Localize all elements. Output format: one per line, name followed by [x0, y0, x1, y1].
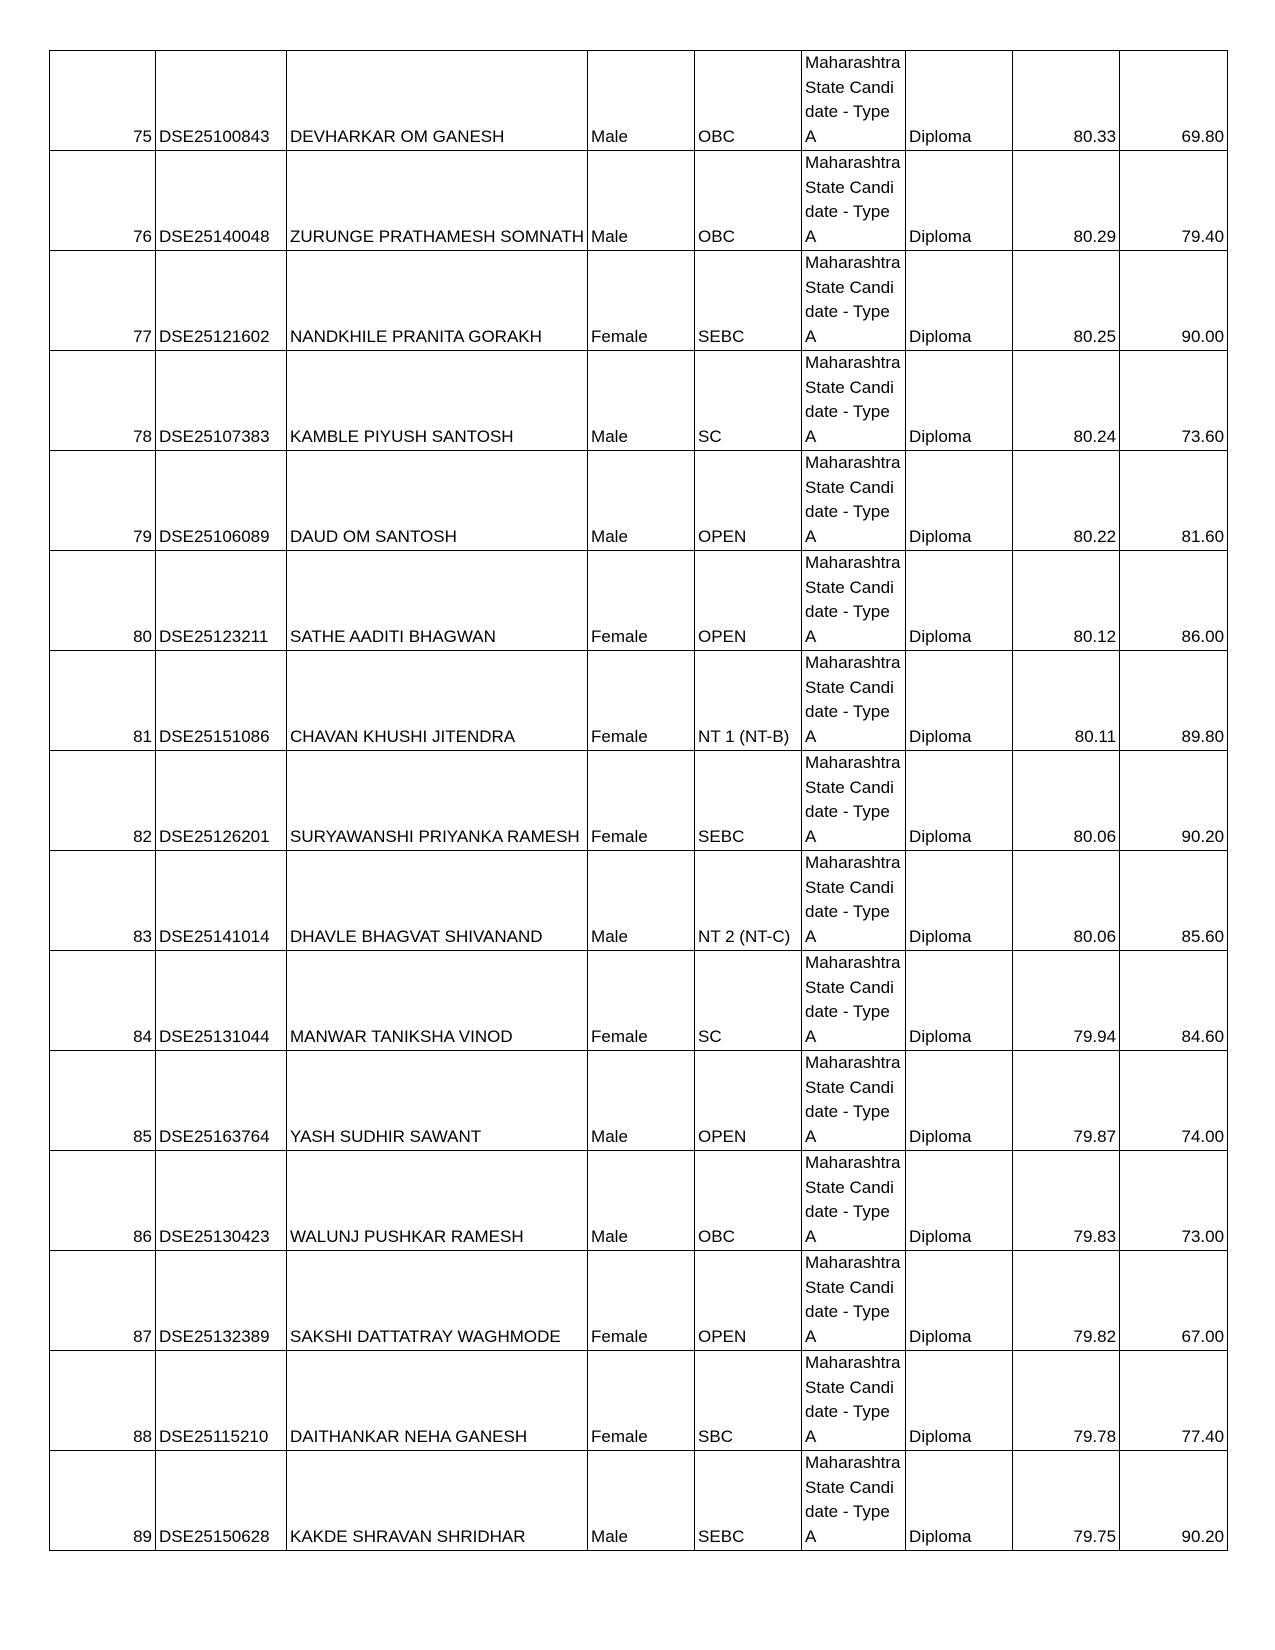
table-row [50, 51, 1228, 151]
candidate-name-cell: DHAVLE BHAGVAT SHIVANAND [287, 851, 588, 951]
candidate-name-cell: YASH SUDHIR SAWANT [287, 1051, 588, 1151]
merit-marks-cell: 80.22 [1013, 451, 1120, 551]
candidature-type-cell: Maharashtra State Candidate - Type A [802, 751, 906, 851]
table-row [50, 651, 1228, 751]
gender-cell: Male [588, 1051, 695, 1151]
merit-marks-cell: 80.25 [1013, 251, 1120, 351]
serial-number-cell: 78 [50, 351, 156, 451]
application-id-cell: DSE25130423 [156, 1151, 287, 1251]
serial-number-cell: 83 [50, 851, 156, 951]
category-cell: OPEN [695, 1051, 802, 1151]
merit-marks-cell: 79.82 [1013, 1251, 1120, 1351]
merit-marks-cell: 79.83 [1013, 1151, 1120, 1251]
candidature-type-cell: Maharashtra State Candidate - Type A [802, 1351, 906, 1451]
merit-marks-cell: 79.87 [1013, 1051, 1120, 1151]
application-id-cell: DSE25163764 [156, 1051, 287, 1151]
candidate-name-cell: SURYAWANSHI PRIYANKA RAMESH [287, 751, 588, 851]
qualification-cell: Diploma [906, 451, 1013, 551]
candidate-name-cell: SAKSHI DATTATRAY WAGHMODE [287, 1251, 588, 1351]
table-row [50, 1051, 1228, 1151]
gender-cell: Male [588, 851, 695, 951]
candidature-type-cell: Maharashtra State Candidate - Type A [802, 1251, 906, 1351]
merit-marks-cell: 80.06 [1013, 851, 1120, 951]
application-id-cell: DSE25121602 [156, 251, 287, 351]
category-cell: OPEN [695, 451, 802, 551]
candidate-name-cell: DAITHANKAR NEHA GANESH [287, 1351, 588, 1451]
gender-cell: Male [588, 1151, 695, 1251]
category-cell: OBC [695, 151, 802, 251]
qualification-cell: Diploma [906, 151, 1013, 251]
candidate-name-cell: WALUNJ PUSHKAR RAMESH [287, 1151, 588, 1251]
gender-cell: Male [588, 151, 695, 251]
candidate-name-cell: MANWAR TANIKSHA VINOD [287, 951, 588, 1051]
ssc-marks-cell: 73.00 [1120, 1151, 1228, 1251]
candidate-name-cell: DAUD OM SANTOSH [287, 451, 588, 551]
merit-marks-cell: 80.11 [1013, 651, 1120, 751]
gender-cell: Female [588, 951, 695, 1051]
application-id-cell: DSE25131044 [156, 951, 287, 1051]
qualification-cell: Diploma [906, 751, 1013, 851]
ssc-marks-cell: 81.60 [1120, 451, 1228, 551]
serial-number-cell: 85 [50, 1051, 156, 1151]
gender-cell: Female [588, 1251, 695, 1351]
ssc-marks-cell: 79.40 [1120, 151, 1228, 251]
application-id-cell: DSE25132389 [156, 1251, 287, 1351]
candidature-type-cell: Maharashtra State Candidate - Type A [802, 51, 906, 151]
candidate-name-cell: KAKDE SHRAVAN SHRIDHAR [287, 1451, 588, 1551]
qualification-cell: Diploma [906, 1151, 1013, 1251]
merit-marks-cell: 80.33 [1013, 51, 1120, 151]
qualification-cell: Diploma [906, 551, 1013, 651]
gender-cell: Female [588, 751, 695, 851]
ssc-marks-cell: 67.00 [1120, 1251, 1228, 1351]
application-id-cell: DSE25126201 [156, 751, 287, 851]
merit-marks-cell: 79.94 [1013, 951, 1120, 1051]
gender-cell: Male [588, 451, 695, 551]
merit-marks-cell: 80.29 [1013, 151, 1120, 251]
application-id-cell: DSE25115210 [156, 1351, 287, 1451]
qualification-cell: Diploma [906, 51, 1013, 151]
candidature-type-cell: Maharashtra State Candidate - Type A [802, 251, 906, 351]
category-cell: SC [695, 351, 802, 451]
candidature-type-cell: Maharashtra State Candidate - Type A [802, 1451, 906, 1551]
qualification-cell: Diploma [906, 251, 1013, 351]
category-cell: NT 1 (NT-B) [695, 651, 802, 751]
ssc-marks-cell: 90.20 [1120, 751, 1228, 851]
ssc-marks-cell: 90.00 [1120, 251, 1228, 351]
candidate-name-cell: KAMBLE PIYUSH SANTOSH [287, 351, 588, 451]
serial-number-cell: 77 [50, 251, 156, 351]
category-cell: SEBC [695, 751, 802, 851]
candidate-name-cell: ZURUNGE PRATHAMESH SOMNATH [287, 151, 588, 251]
candidature-type-cell: Maharashtra State Candidate - Type A [802, 1151, 906, 1251]
application-id-cell: DSE25100843 [156, 51, 287, 151]
table-row [50, 251, 1228, 351]
qualification-cell: Diploma [906, 651, 1013, 751]
merit-list-table [49, 50, 1228, 1551]
category-cell: SEBC [695, 251, 802, 351]
gender-cell: Male [588, 351, 695, 451]
ssc-marks-cell: 69.80 [1120, 51, 1228, 151]
candidature-type-cell: Maharashtra State Candidate - Type A [802, 451, 906, 551]
ssc-marks-cell: 73.60 [1120, 351, 1228, 451]
table-row [50, 751, 1228, 851]
qualification-cell: Diploma [906, 851, 1013, 951]
gender-cell: Female [588, 551, 695, 651]
serial-number-cell: 81 [50, 651, 156, 751]
table-row [50, 1351, 1228, 1451]
gender-cell: Male [588, 51, 695, 151]
application-id-cell: DSE25107383 [156, 351, 287, 451]
serial-number-cell: 75 [50, 51, 156, 151]
serial-number-cell: 79 [50, 451, 156, 551]
category-cell: OBC [695, 1151, 802, 1251]
candidate-name-cell: SATHE AADITI BHAGWAN [287, 551, 588, 651]
qualification-cell: Diploma [906, 351, 1013, 451]
serial-number-cell: 80 [50, 551, 156, 651]
gender-cell: Female [588, 651, 695, 751]
table-row [50, 1451, 1228, 1551]
serial-number-cell: 82 [50, 751, 156, 851]
table-row [50, 1251, 1228, 1351]
table-body [50, 51, 1228, 1551]
candidate-name-cell: CHAVAN KHUSHI JITENDRA [287, 651, 588, 751]
ssc-marks-cell: 85.60 [1120, 851, 1228, 951]
category-cell: OBC [695, 51, 802, 151]
application-id-cell: DSE25150628 [156, 1451, 287, 1551]
table-row [50, 1151, 1228, 1251]
application-id-cell: DSE25141014 [156, 851, 287, 951]
candidature-type-cell: Maharashtra State Candidate - Type A [802, 151, 906, 251]
candidate-name-cell: NANDKHILE PRANITA GORAKH [287, 251, 588, 351]
qualification-cell: Diploma [906, 951, 1013, 1051]
serial-number-cell: 87 [50, 1251, 156, 1351]
table-row [50, 951, 1228, 1051]
merit-marks-cell: 79.78 [1013, 1351, 1120, 1451]
table-row [50, 151, 1228, 251]
category-cell: SBC [695, 1351, 802, 1451]
application-id-cell: DSE25140048 [156, 151, 287, 251]
qualification-cell: Diploma [906, 1351, 1013, 1451]
serial-number-cell: 76 [50, 151, 156, 251]
ssc-marks-cell: 74.00 [1120, 1051, 1228, 1151]
qualification-cell: Diploma [906, 1051, 1013, 1151]
candidature-type-cell: Maharashtra State Candidate - Type A [802, 351, 906, 451]
candidature-type-cell: Maharashtra State Candidate - Type A [802, 1051, 906, 1151]
category-cell: NT 2 (NT-C) [695, 851, 802, 951]
merit-marks-cell: 79.75 [1013, 1451, 1120, 1551]
ssc-marks-cell: 89.80 [1120, 651, 1228, 751]
merit-marks-cell: 80.06 [1013, 751, 1120, 851]
application-id-cell: DSE25106089 [156, 451, 287, 551]
serial-number-cell: 86 [50, 1151, 156, 1251]
gender-cell: Male [588, 1451, 695, 1551]
table-row [50, 451, 1228, 551]
table-row [50, 351, 1228, 451]
candidature-type-cell: Maharashtra State Candidate - Type A [802, 951, 906, 1051]
serial-number-cell: 88 [50, 1351, 156, 1451]
serial-number-cell: 89 [50, 1451, 156, 1551]
application-id-cell: DSE25123211 [156, 551, 287, 651]
table-row [50, 551, 1228, 651]
ssc-marks-cell: 90.20 [1120, 1451, 1228, 1551]
candidature-type-cell: Maharashtra State Candidate - Type A [802, 551, 906, 651]
qualification-cell: Diploma [906, 1451, 1013, 1551]
merit-marks-cell: 80.24 [1013, 351, 1120, 451]
gender-cell: Female [588, 251, 695, 351]
category-cell: SEBC [695, 1451, 802, 1551]
ssc-marks-cell: 84.60 [1120, 951, 1228, 1051]
gender-cell: Female [588, 1351, 695, 1451]
candidate-name-cell: DEVHARKAR OM GANESH [287, 51, 588, 151]
candidature-type-cell: Maharashtra State Candidate - Type A [802, 851, 906, 951]
qualification-cell: Diploma [906, 1251, 1013, 1351]
application-id-cell: DSE25151086 [156, 651, 287, 751]
category-cell: OPEN [695, 551, 802, 651]
ssc-marks-cell: 77.40 [1120, 1351, 1228, 1451]
serial-number-cell: 84 [50, 951, 156, 1051]
category-cell: OPEN [695, 1251, 802, 1351]
table-row [50, 851, 1228, 951]
category-cell: SC [695, 951, 802, 1051]
candidature-type-cell: Maharashtra State Candidate - Type A [802, 651, 906, 751]
merit-marks-cell: 80.12 [1013, 551, 1120, 651]
ssc-marks-cell: 86.00 [1120, 551, 1228, 651]
